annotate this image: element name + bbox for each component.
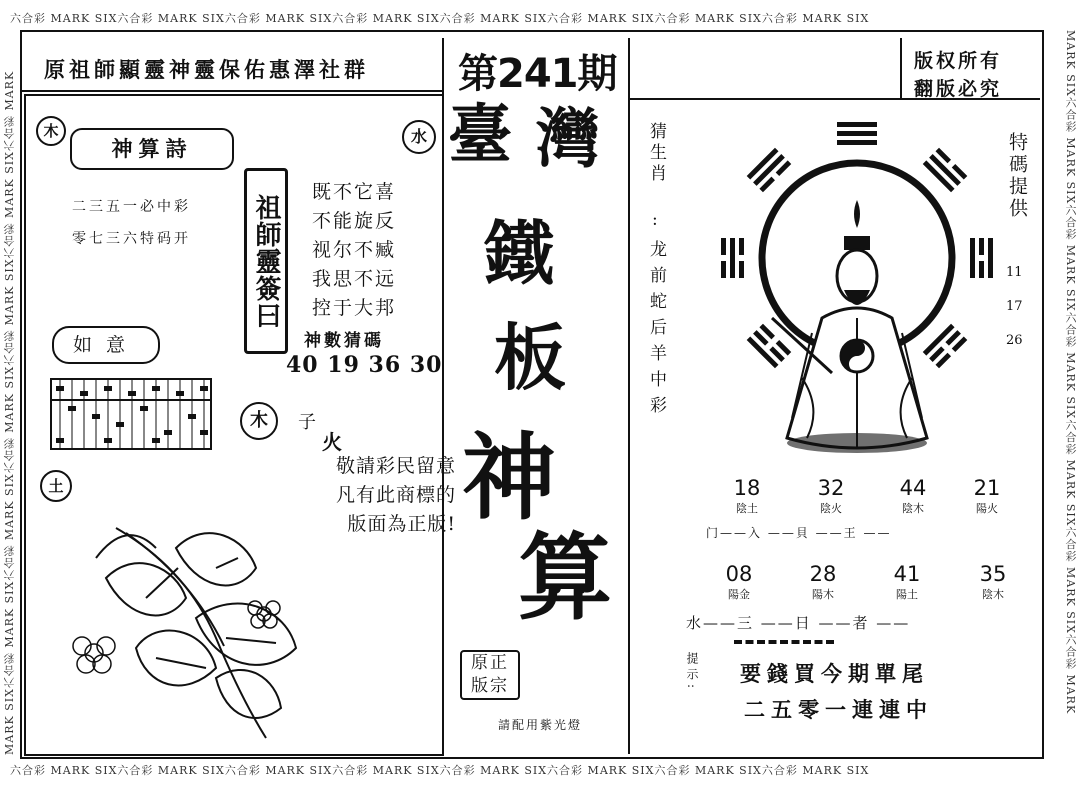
bagua-deity-illustration [712, 118, 1002, 468]
copyright-line-2: 翻版必究 [914, 78, 1003, 100]
lucky-number: 21 [973, 476, 1001, 500]
lucky-number: 41 [893, 562, 921, 586]
lucky-number: 18 [733, 476, 761, 500]
lucky-number-cell [712, 476, 782, 516]
lucky-attribute: 陽火 [976, 502, 998, 515]
hint-line-2: 零七三六特码开 [72, 231, 191, 247]
lucky-attribute: 陰土 [736, 502, 758, 515]
notice-line: 版面為正版! [347, 513, 456, 535]
notice-line: 敬請彩民留意 [335, 455, 456, 477]
title-char: 算 [518, 523, 613, 633]
stamp-line: 原正 [471, 653, 509, 673]
lucky-attribute: 陰木 [982, 588, 1004, 601]
authentic-stamp [460, 650, 520, 700]
special-code-label: 特碼提供 [1006, 132, 1028, 220]
guess-numbers: 40 19 36 30 [286, 352, 443, 378]
lucky-number: 35 [979, 562, 1007, 586]
fire-label: 火 [322, 430, 342, 454]
abacus-icon [50, 378, 212, 450]
special-number: 11 [1006, 265, 1023, 280]
lucky-attribute: 陽金 [728, 588, 750, 601]
top-border-text: 六合彩 MARK SIX六合彩 MARK SIX六合彩 MARK SIX六合彩 MARK SIX六合彩 MARK SIX六合彩 MARK SIX六合彩 MARK SIX六合彩 MARK SIX [10, 12, 870, 25]
lucky-attribute: 陰木 [902, 502, 924, 515]
oracle-poem-line: 我思不远 [312, 268, 397, 290]
wood-badge-middle: 木 [240, 402, 278, 440]
oracle-poem-line: 既不它喜 [312, 181, 397, 203]
oracle-poem-line: 控于大邦 [312, 297, 397, 319]
right-border-text: MARK SIX六合彩 MARK SIX六合彩 MARK SIX六合彩 MARK SIX六合彩 MARK SIX六合彩 MARK SIX六合彩 MARK [1064, 30, 1077, 715]
hint-line-1: 二三五一必中彩 [72, 199, 191, 215]
stamp-line: 版宗 [471, 676, 509, 696]
divider-dashes [734, 640, 834, 644]
ancestor-oracle-label: 祖師靈簽曰 [244, 168, 288, 354]
title-char: 灣 [536, 102, 600, 177]
lucky-number: 28 [809, 562, 837, 586]
bottom-border-text: 六合彩 MARK SIX六合彩 MARK SIX六合彩 MARK SIX六合彩 MARK SIX六合彩 MARK SIX六合彩 MARK SIX六合彩 MARK SIX六合彩 MARK SIX [10, 764, 870, 777]
lucky-number-cell [958, 562, 1028, 602]
lucky-number-cell [952, 476, 1022, 516]
lucky-number: 44 [899, 476, 927, 500]
lucky-number-cell [788, 562, 858, 602]
special-numbers [1006, 256, 1023, 358]
zodiac-label: 猜生肖 [646, 122, 666, 185]
earth-badge: 土 [40, 470, 72, 502]
lucky-attribute: 陽土 [896, 588, 918, 601]
poem-title: 神算詩 [70, 128, 234, 170]
lucky-number: 08 [725, 562, 753, 586]
special-number: 17 [1006, 299, 1023, 314]
title-char: 鐵 [484, 212, 554, 295]
lucky-number: 32 [817, 476, 845, 500]
title-char: 臺 [448, 98, 512, 173]
zodiac-answer: 龙前蛇后羊中彩 [646, 240, 666, 422]
issue-number: 第241期 [458, 51, 617, 97]
title-char: 神 [462, 423, 557, 533]
tip-label: 提示: [685, 652, 699, 693]
special-number: 26 [1006, 333, 1023, 348]
oracle-poem [312, 178, 396, 323]
wood-badge-top: 木 [36, 116, 66, 146]
tip-line-1: 要錢買今期單尾 [740, 661, 929, 686]
lucky-number-cell [872, 562, 942, 602]
ruyi-label: 如意 [52, 326, 160, 364]
lucky-number-cell [796, 476, 866, 516]
lucky-attribute: 陽木 [812, 588, 834, 601]
oracle-poem-line: 视尔不臧 [312, 239, 397, 261]
uv-lamp-note: 請配用紫光燈 [498, 718, 583, 732]
guess-label: 神數猜碼 [304, 331, 384, 351]
title-char: 板 [494, 315, 567, 400]
copyright-line-1: 版权所有 [914, 50, 1003, 72]
oracle-poem-line: 不能旋反 [312, 210, 397, 232]
zodiac-colon: : [652, 210, 658, 230]
lucky-number-cell [704, 562, 774, 602]
cipher-row-1: 门——入 ——貝 ——王 —— [706, 526, 892, 540]
zi-label: 子 [298, 412, 316, 433]
tip-line-2: 二五零一連連中 [744, 697, 933, 722]
water-badge: 水 [402, 120, 436, 154]
notice-line: 凡有此商標的 [335, 484, 456, 506]
left-border-text: MARK SIX六合彩 MARK SIX六合彩 MARK SIX六合彩 MARK SIX六合彩 MARK SIX六合彩 MARK SIX六合彩 MARK [3, 70, 16, 755]
lucky-attribute: 陰火 [820, 502, 842, 515]
flower-illustration-icon [66, 508, 316, 748]
lucky-number-cell [878, 476, 948, 516]
motto-text: 原祖師顯靈神靈保佑惠澤社群 [44, 57, 369, 82]
cipher-row-2: 水——三 ——日 ——者 —— [686, 614, 911, 632]
